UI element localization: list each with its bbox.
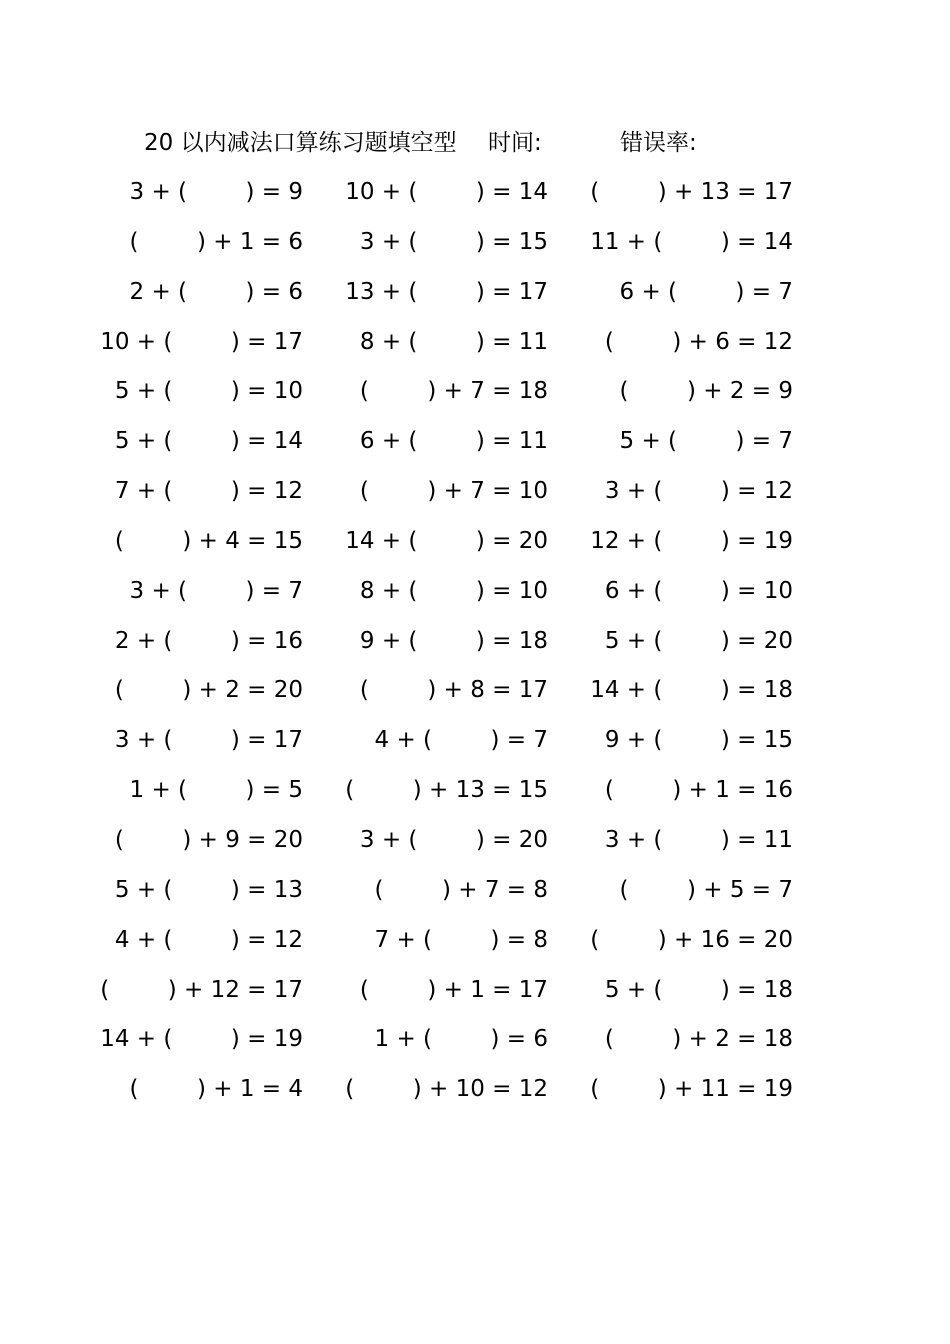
problem-item: 2 + ( ) = 6 (129, 278, 303, 305)
problem-item: 11 + ( ) = 14 (590, 228, 793, 255)
problem-item: ( ) + 9 = 20 (114, 826, 303, 853)
problem-item: ( ) + 5 = 7 (619, 876, 793, 903)
problem-row (0, 718, 950, 768)
problem-item: ( ) + 12 = 17 (100, 976, 303, 1003)
problem-item: ( ) + 2 = 18 (604, 1026, 793, 1053)
problem-item: 3 + ( ) = 15 (359, 228, 548, 255)
problem-item: ( ) + 16 = 20 (590, 926, 793, 953)
worksheet-title: 20 以内减法口算练习题填空型 (144, 130, 457, 156)
problem-item: 8 + ( ) = 11 (359, 328, 548, 355)
problem-item: 10 + ( ) = 17 (100, 328, 303, 355)
problem-item: ( ) + 8 = 17 (359, 677, 548, 704)
problem-row (0, 220, 950, 270)
problem-item: ( ) + 1 = 16 (604, 777, 793, 804)
problem-item: 5 + ( ) = 20 (604, 627, 793, 654)
problem-row (0, 768, 950, 818)
problem-item: 14 + ( ) = 20 (345, 527, 548, 554)
problem-item: 7 + ( ) = 8 (374, 926, 548, 953)
problem-item: 3 + ( ) = 11 (604, 826, 793, 853)
problem-item: ( ) + 13 = 17 (590, 179, 793, 205)
problem-row (0, 270, 950, 320)
problem-item: ( ) + 2 = 9 (619, 378, 793, 405)
problem-item: 5 + ( ) = 7 (619, 428, 793, 455)
problem-item: 6 + ( ) = 10 (604, 577, 793, 604)
problem-item: 5 + ( ) = 10 (114, 378, 303, 405)
problem-row (0, 868, 950, 918)
problem-row (0, 320, 950, 370)
problem-item: 13 + ( ) = 17 (345, 278, 548, 305)
problem-item: ( ) + 11 = 19 (590, 1076, 793, 1103)
problem-row (0, 1067, 950, 1117)
time-label: 时间: (488, 130, 542, 156)
problem-item: ( ) + 1 = 17 (359, 976, 548, 1003)
problem-item: 9 + ( ) = 15 (604, 727, 793, 754)
problem-item: 1 + ( ) = 5 (129, 777, 303, 804)
problem-row (0, 419, 950, 469)
problem-item: 8 + ( ) = 10 (359, 577, 548, 604)
problem-row (0, 519, 950, 569)
problem-row (0, 170, 950, 220)
problem-item: 3 + ( ) = 20 (359, 826, 548, 853)
problem-item: 2 + ( ) = 16 (114, 627, 303, 654)
problem-item: ( ) + 4 = 15 (114, 527, 303, 554)
problem-item: 3 + ( ) = 17 (114, 727, 303, 754)
error-rate-label: 错误率: (620, 130, 697, 156)
problem-item: 4 + ( ) = 12 (114, 926, 303, 953)
problem-row (0, 818, 950, 868)
problem-item: 3 + ( ) = 7 (129, 577, 303, 604)
problem-item: 12 + ( ) = 19 (590, 527, 793, 554)
problem-grid (0, 170, 950, 1117)
problem-row (0, 918, 950, 968)
problem-row (0, 569, 950, 619)
problem-item: ( ) + 13 = 15 (345, 777, 548, 804)
problem-row (0, 369, 950, 419)
problem-item: 5 + ( ) = 14 (114, 428, 303, 455)
problem-item: 4 + ( ) = 7 (374, 727, 548, 754)
problem-row (0, 968, 950, 1018)
problem-item: 6 + ( ) = 7 (619, 278, 793, 305)
problem-row (0, 1017, 950, 1067)
problem-item: ( ) + 7 = 8 (374, 876, 548, 903)
problem-row (0, 619, 950, 669)
problem-item: 1 + ( ) = 6 (374, 1026, 548, 1053)
problem-item: 7 + ( ) = 12 (114, 478, 303, 505)
problem-item: ( ) + 7 = 10 (359, 478, 548, 505)
problem-item: ( ) + 6 = 12 (604, 328, 793, 355)
problem-row (0, 668, 950, 718)
problem-item: ( ) + 1 = 6 (129, 228, 303, 255)
problem-item: 14 + ( ) = 19 (100, 1026, 303, 1053)
problem-item: 3 + ( ) = 12 (604, 478, 793, 505)
problem-item: 14 + ( ) = 18 (590, 677, 793, 704)
problem-item: ( ) + 1 = 4 (129, 1076, 303, 1103)
problem-item: ( ) + 2 = 20 (114, 677, 303, 704)
problem-item: 5 + ( ) = 13 (114, 876, 303, 903)
problem-item: 9 + ( ) = 18 (359, 627, 548, 654)
problem-item: ( ) + 7 = 18 (359, 378, 548, 405)
problem-item: 6 + ( ) = 11 (359, 428, 548, 455)
problem-item: ( ) + 10 = 12 (345, 1076, 548, 1103)
problem-row (0, 469, 950, 519)
problem-item: 10 + ( ) = 14 (345, 179, 548, 205)
problem-item: 5 + ( ) = 18 (604, 976, 793, 1003)
problem-item: 3 + ( ) = 9 (129, 179, 303, 205)
